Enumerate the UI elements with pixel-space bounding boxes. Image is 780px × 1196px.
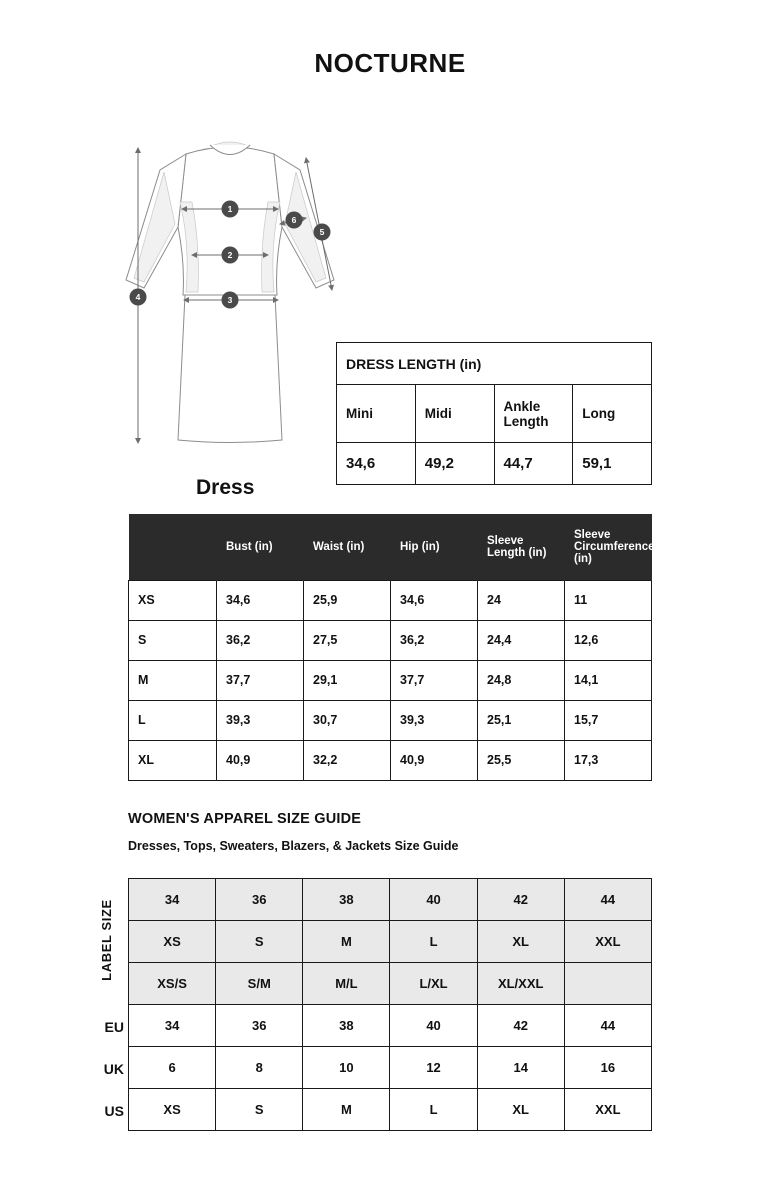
row-label-eu: EU [104, 1019, 124, 1035]
dress-length-value-row [337, 443, 652, 485]
table-row [129, 580, 652, 620]
cell-waist: 29,1 [304, 660, 391, 700]
dress-illustration [120, 132, 360, 462]
cell-sleeve-length: 25,1 [478, 700, 565, 740]
cell-label-size: XXL [564, 921, 651, 963]
dress-section-heading: Dress [196, 476, 255, 499]
dress-length-caption-row [337, 343, 652, 385]
dress-length-table [336, 342, 652, 485]
dress-length-value-long: 59,1 [573, 443, 652, 485]
cell-us-size: L [390, 1089, 477, 1131]
row-label-uk: UK [103, 1061, 124, 1077]
cell-uk-size: 6 [129, 1047, 216, 1089]
cell-size: M [129, 660, 217, 700]
cell-eu-size: 36 [216, 1005, 303, 1047]
cell-bust: 34,6 [217, 580, 304, 620]
cell-label-size: XL/XXL [477, 963, 564, 1005]
page-title: NOCTURNE [314, 48, 466, 78]
cell-label-size: M [303, 921, 390, 963]
table-header-row [129, 514, 652, 580]
cell-eu-size: 34 [129, 1005, 216, 1047]
cell-label-size: 36 [216, 879, 303, 921]
column-header-bust: Bust (in) [217, 514, 304, 580]
cell-label-size: L/XL [390, 963, 477, 1005]
cell-label-size: XL [477, 921, 564, 963]
cell-bust: 37,7 [217, 660, 304, 700]
cell-label-size: S [216, 921, 303, 963]
dress-length-header-mini: Mini [337, 385, 416, 443]
cell-label-size: 40 [390, 879, 477, 921]
dress-length-header-row [337, 385, 652, 443]
dress-length-value-mini: 34,6 [337, 443, 416, 485]
svg-text:4: 4 [135, 292, 141, 302]
cell-label-size: S/M [216, 963, 303, 1005]
table-row [129, 660, 652, 700]
cell-label-size: M/L [303, 963, 390, 1005]
label-size-table [128, 878, 652, 1131]
label-size-section [86, 878, 652, 1134]
cell-uk-size: 10 [303, 1047, 390, 1089]
cell-eu-size: 38 [303, 1005, 390, 1047]
cell-us-size: S [216, 1089, 303, 1131]
cell-sleeve-length: 24 [478, 580, 565, 620]
cell-bust: 40,9 [217, 740, 304, 780]
dress-length-header-ankle: Ankle Length [494, 385, 573, 443]
svg-text:3: 3 [227, 295, 233, 305]
cell-waist: 30,7 [304, 700, 391, 740]
table-row [129, 963, 652, 1005]
cell-size: L [129, 700, 217, 740]
cell-sleeve-circumference: 12,6 [565, 620, 652, 660]
cell-uk-size: 16 [564, 1047, 651, 1089]
cell-label-size: L [390, 921, 477, 963]
column-header-sleeve-circumference: Sleeve Circumference (in) [565, 514, 652, 580]
svg-text:2: 2 [227, 250, 233, 260]
column-header-sleeve-length: Sleeve Length (in) [478, 514, 565, 580]
cell-sleeve-length: 25,5 [478, 740, 565, 780]
cell-uk-size: 12 [390, 1047, 477, 1089]
cell-sleeve-circumference: 14,1 [565, 660, 652, 700]
cell-hip: 34,6 [391, 580, 478, 620]
dress-length-value-midi: 49,2 [415, 443, 494, 485]
cell-label-size: XS [129, 921, 216, 963]
table-row [129, 740, 652, 780]
cell-eu-size: 40 [390, 1005, 477, 1047]
table-row [129, 1089, 652, 1131]
cell-size: XL [129, 740, 217, 780]
cell-sleeve-circumference: 17,3 [565, 740, 652, 780]
cell-waist: 25,9 [304, 580, 391, 620]
dress-length-value-ankle: 44,7 [494, 443, 573, 485]
cell-hip: 40,9 [391, 740, 478, 780]
cell-label-size: 34 [129, 879, 216, 921]
cell-size: S [129, 620, 217, 660]
label-size-vertical-text: LABEL SIZE [99, 899, 114, 981]
cell-label-size: 42 [477, 879, 564, 921]
table-row [129, 1005, 652, 1047]
apparel-guide-heading: WOMEN'S APPAREL SIZE GUIDE [128, 811, 362, 827]
cell-us-size: XS [129, 1089, 216, 1131]
cell-waist: 32,2 [304, 740, 391, 780]
cell-us-size: M [303, 1089, 390, 1131]
svg-text:6: 6 [291, 215, 297, 225]
column-header-waist: Waist (in) [304, 514, 391, 580]
cell-hip: 36,2 [391, 620, 478, 660]
table-row [129, 921, 652, 963]
cell-eu-size: 44 [564, 1005, 651, 1047]
cell-uk-size: 8 [216, 1047, 303, 1089]
cell-label-size: 38 [303, 879, 390, 921]
cell-us-size: XXL [564, 1089, 651, 1131]
svg-text:1: 1 [227, 204, 233, 214]
column-header-hip: Hip (in) [391, 514, 478, 580]
table-row [129, 620, 652, 660]
cell-bust: 39,3 [217, 700, 304, 740]
row-label-column [86, 878, 128, 1134]
dress-length-header-midi: Midi [415, 385, 494, 443]
cell-label-size [564, 963, 651, 1005]
cell-sleeve-circumference: 11 [565, 580, 652, 620]
apparel-guide-subheading: Dresses, Tops, Sweaters, Blazers, & Jackets Size Guide [128, 839, 459, 853]
cell-us-size: XL [477, 1089, 564, 1131]
table-row [129, 1047, 652, 1089]
row-label-us: US [104, 1103, 124, 1119]
cell-size: XS [129, 580, 217, 620]
cell-waist: 27,5 [304, 620, 391, 660]
dress-size-table [128, 514, 655, 781]
column-header-size [129, 514, 217, 580]
table-row [129, 700, 652, 740]
cell-sleeve-length: 24,4 [478, 620, 565, 660]
cell-eu-size: 42 [477, 1005, 564, 1047]
cell-label-size: XS/S [129, 963, 216, 1005]
table-row [129, 879, 652, 921]
cell-hip: 39,3 [391, 700, 478, 740]
cell-hip: 37,7 [391, 660, 478, 700]
cell-uk-size: 14 [477, 1047, 564, 1089]
cell-label-size: 44 [564, 879, 651, 921]
svg-text:5: 5 [319, 227, 325, 237]
dress-length-caption: DRESS LENGTH (in) [337, 343, 652, 385]
dress-length-header-long: Long [573, 385, 652, 443]
cell-sleeve-circumference: 15,7 [565, 700, 652, 740]
cell-bust: 36,2 [217, 620, 304, 660]
cell-sleeve-length: 24,8 [478, 660, 565, 700]
